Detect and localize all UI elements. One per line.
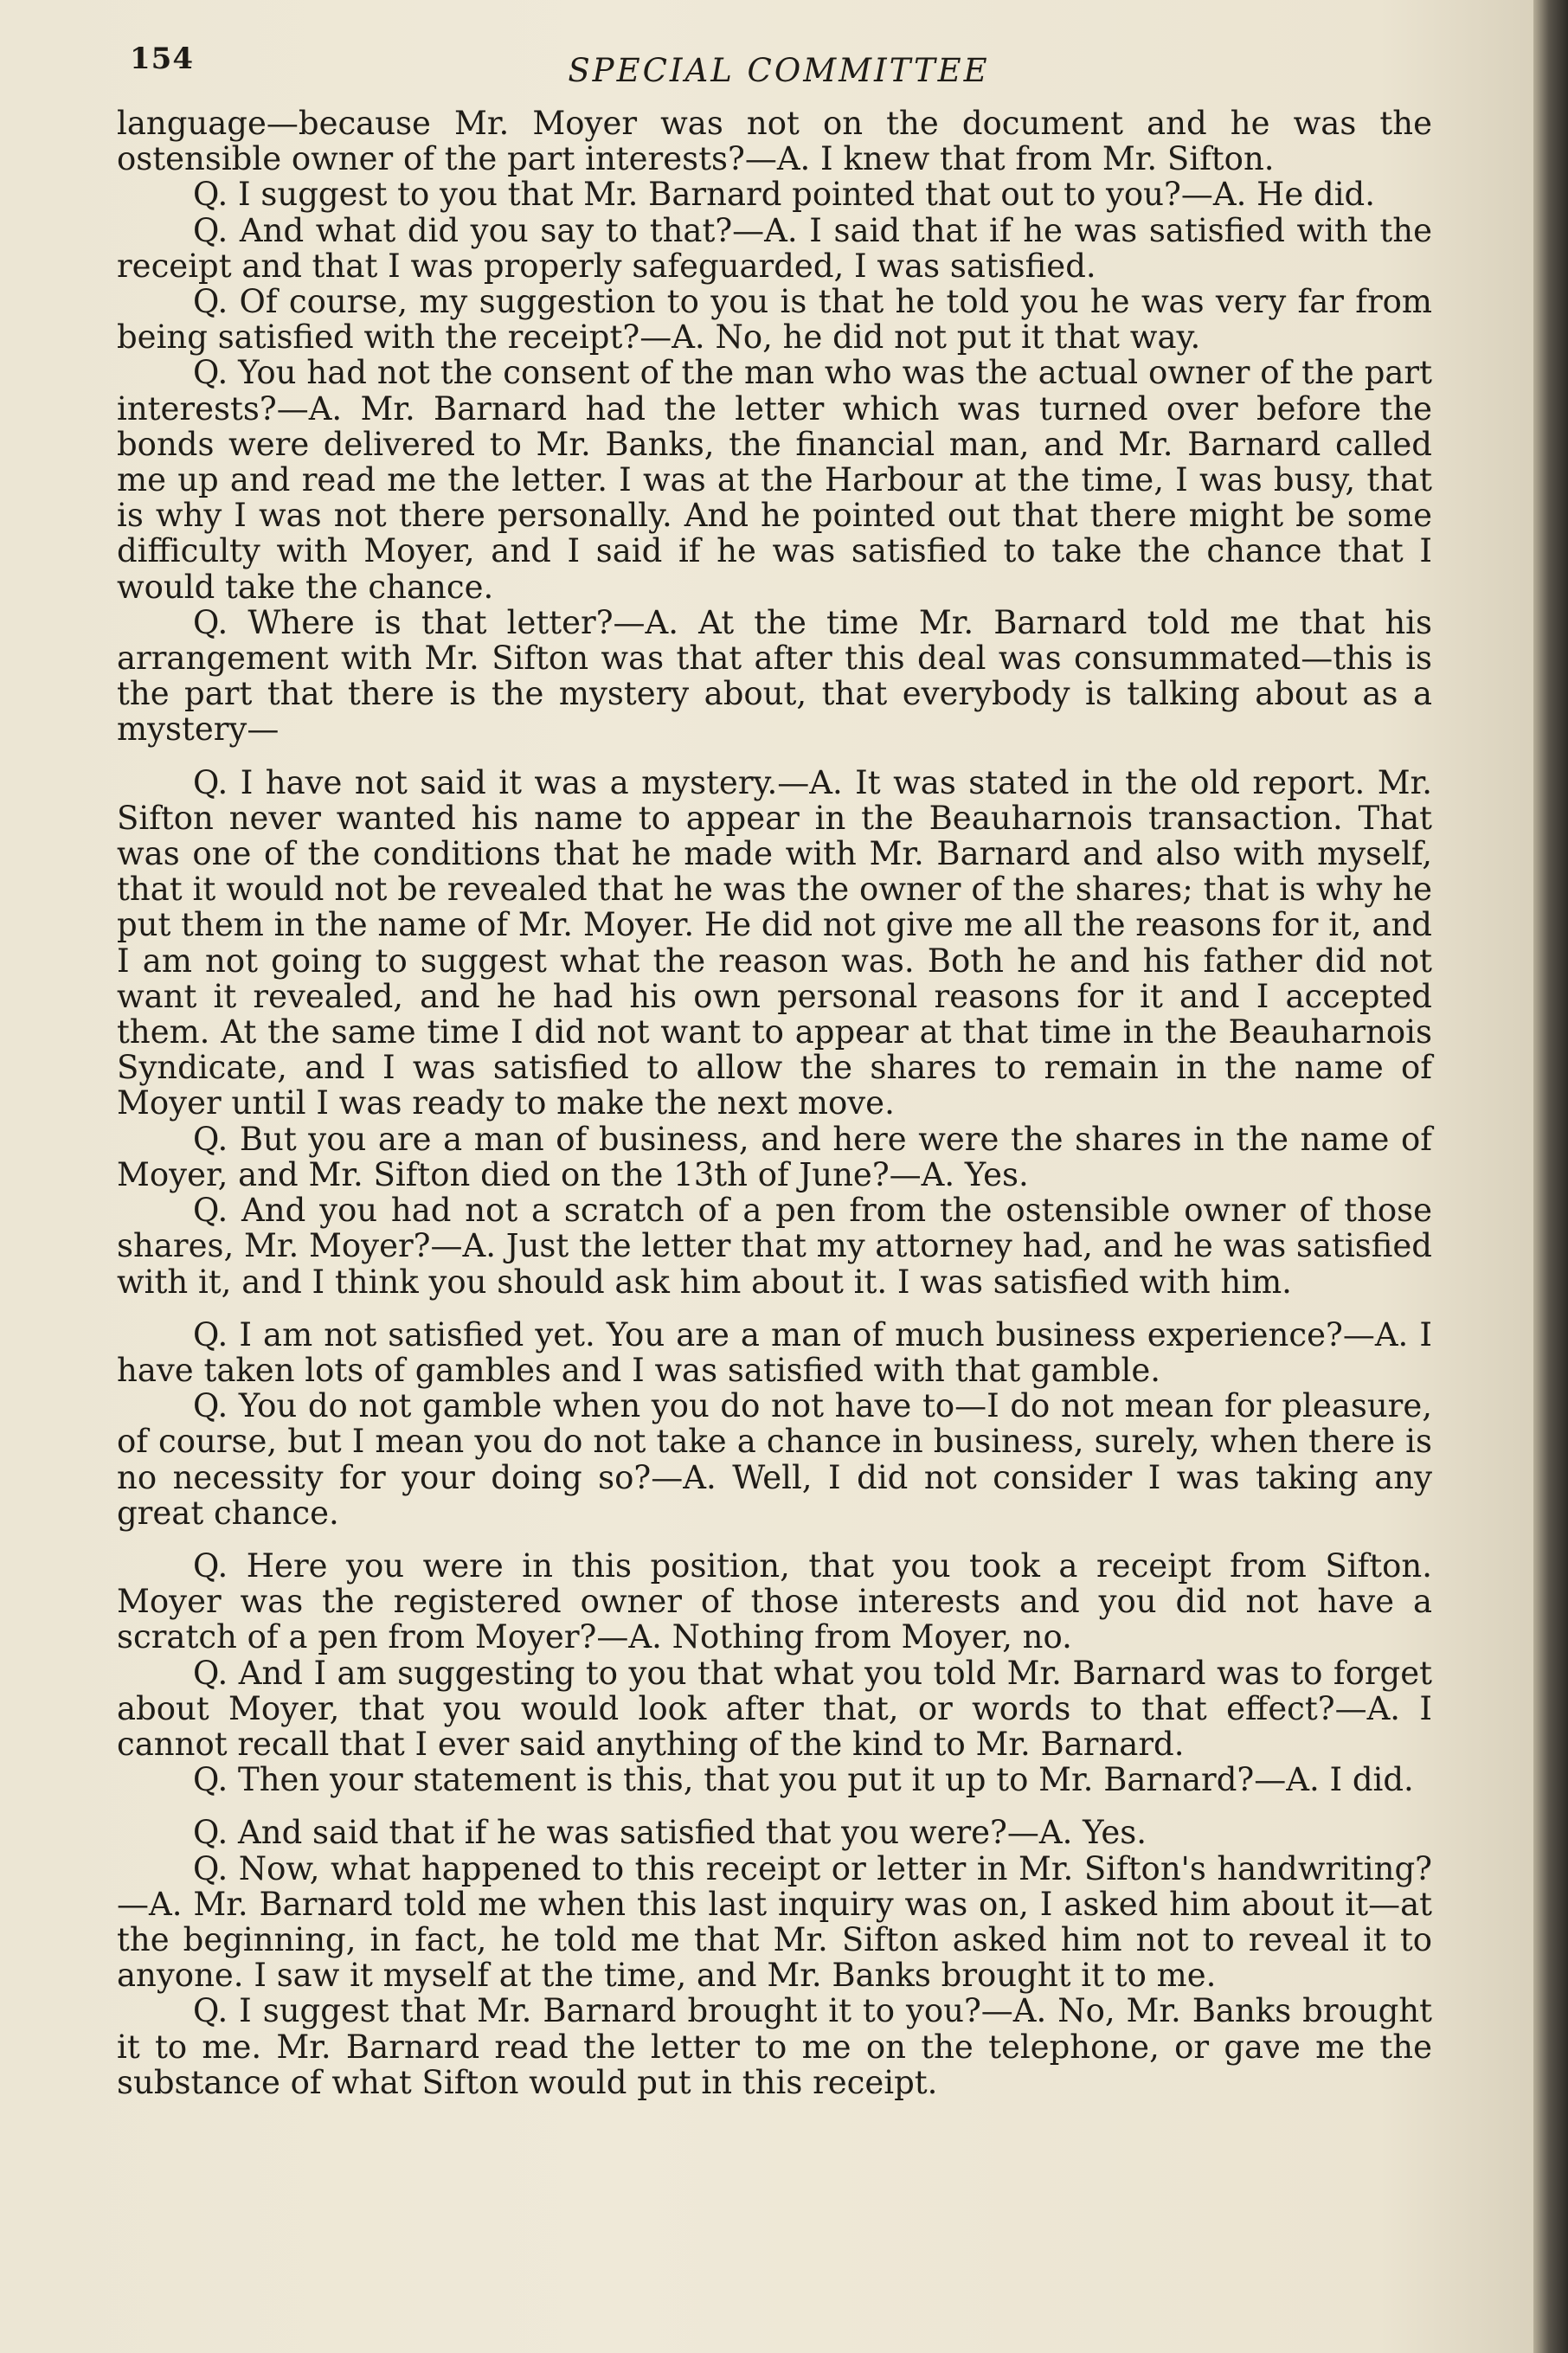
paragraph-question: Q. You do not gamble when you do not have to—I do not mean for pleasure, of course, but I mean you do not take a chance in business, surely, when there is no necessity for your doing so?—A. Well, I did not consider I was taking any great chance. bbox=[117, 1387, 1432, 1532]
running-title: SPECIAL COMMITTEE bbox=[568, 52, 990, 89]
book-spine-shadow bbox=[1533, 0, 1568, 2353]
paragraph-question: Q. I suggest that Mr. Barnard brought it to you?—A. No, Mr. Banks brought it to me. Mr. Barnard read the letter to me on the telephone, or gave me the substance of what Sifton would put in this receipt. bbox=[117, 1992, 1432, 2101]
paragraph-question: Q. Here you were in this position, that you took a receipt from Sifton. Moyer was the registered owner of those interests and you did not have a scratch of a pen from Moyer?—A. Nothing from Moyer, no. bbox=[117, 1546, 1432, 1656]
page-number: 154 bbox=[130, 42, 194, 76]
paragraph-question: Q. You had not the consent of the man who was the actual owner of the part interests?—A. Mr. Barnard had the letter which was turned over before the bonds were delivered to Mr. Banks, the financial man, and Mr. Barnard called me up and read me the letter. I was at the Harbour at the time, I was busy, that is why I was not there personally. And he pointed out that there might be some difficulty with Moyer, and I said if he was satisfied to take the chance that I would take the chance. bbox=[117, 354, 1432, 606]
paragraph-question: Q. Where is that letter?—A. At the time Mr. Barnard told me that his arrangement with Mr. Sifton was that after this deal was consummated—this is the part that there is the mystery about, that everybody is talking about as a mystery— bbox=[117, 603, 1432, 749]
paragraph-question: Q. I suggest to you that Mr. Barnard pointed that out to you?—A. He did. bbox=[193, 176, 1375, 214]
paragraph-question: Q. And what did you say to that?—A. I said that if he was satisfied with the receipt and that I was properly safeguarded, I was satisfied. bbox=[117, 211, 1432, 285]
paragraph-question: Q. I am not satisfied yet. You are a man of much business experience?—A. I have taken lots of gambles and I was satisfied with that gamble. bbox=[117, 1315, 1432, 1389]
body-text bbox=[117, 106, 1432, 2100]
paragraph-question: Q. Of course, my suggestion to you is that he told you he was very far from being satisfied with the receipt?—A. No, he did not put it that way. bbox=[117, 283, 1432, 357]
paragraph-question: Q. And I am suggesting to you that what you told Mr. Barnard was to forget about Moyer, that you would look after that, or words to that effect?—A. I cannot recall that I ever said anything of the kind to Mr. Barnard. bbox=[117, 1654, 1432, 1763]
paragraph-question: Q. And you had not a scratch of a pen from the ostensible owner of those shares, Mr. Moyer?—A. Just the letter that my attorney had, and he was satisfied with it, and I think you should ask him about it. I was satisfied with him. bbox=[117, 1192, 1432, 1301]
paragraph-question: Q. Then your statement is this, that you put it up to Mr. Barnard?—A. I did. bbox=[193, 1761, 1414, 1799]
paragraph-question: Q. Now, what happened to this receipt or letter in Mr. Sifton's handwriting?—A. Mr. Barnard told me when this last inquiry was on, I asked him about it—at the beginning, in fact, he told me that Mr. Sifton asked him not to reveal it to anyone. I saw it myself at the time, and Mr. Banks brought it to me. bbox=[117, 1849, 1432, 1995]
running-head bbox=[130, 42, 1428, 93]
paragraph-question: Q. I have not said it was a mystery.—A. It was stated in the old report. Mr. Sifton never wanted his name to appear in the Beauharnois transaction. That was one of the conditions that he made with Mr. Barnard and also with myself, that it would not be revealed that he was the owner of the shares; that is why he put them in the name of Mr. Moyer. He did not give me all the reasons for it, and I am not going to suggest what the reason was. Both he and his father did not want it revealed, and he had his own personal reasons for it and I accepted them. At the same time I did not want to appear at that time in the Beauharnois Syndicate, and I was satisfied to allow the shares to remain in the name of Moyer until I was ready to make the next move. bbox=[117, 763, 1432, 1122]
paragraph-question: Q. But you are a man of business, and here were the shares in the name of Moyer, and Mr. Sifton died on the 13th of June?—A. Yes. bbox=[117, 1120, 1432, 1193]
paragraph-continuation: language—because Mr. Moyer was not on the document and he was the ostensible owner of the part interests?—A. I knew that from Mr. Sifton. bbox=[117, 105, 1432, 178]
paragraph-question: Q. And said that if he was satisfied that you were?—A. Yes. bbox=[193, 1814, 1147, 1852]
